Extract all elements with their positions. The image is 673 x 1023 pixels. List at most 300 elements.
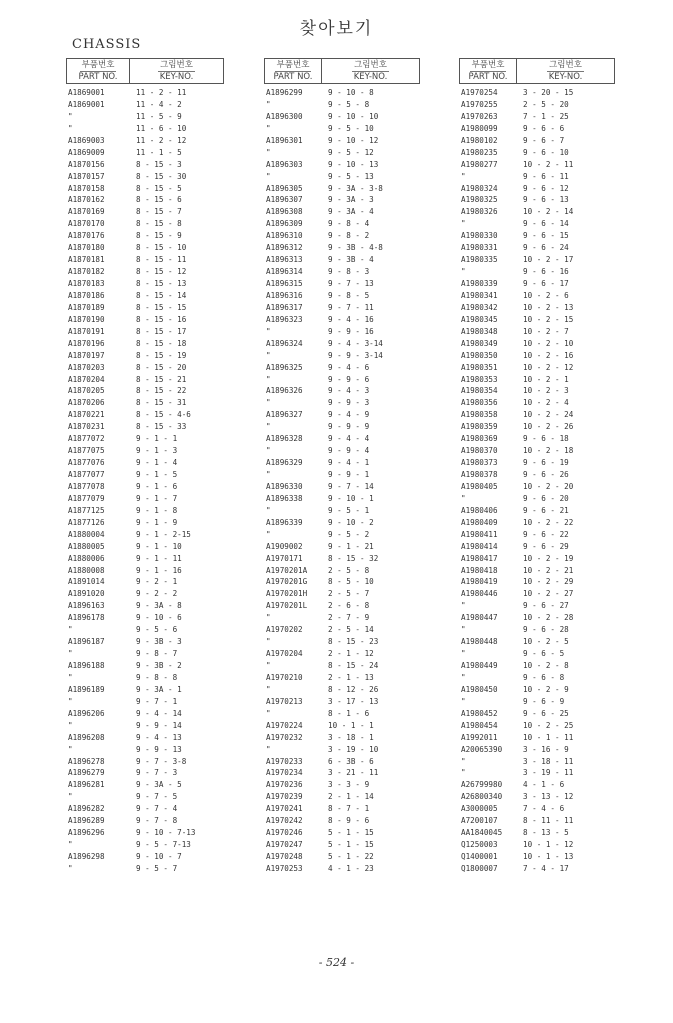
key-number: 9 - 5 - 12 bbox=[328, 147, 374, 157]
part-number: A1980417 bbox=[461, 553, 498, 563]
part-number: A1896308 bbox=[266, 207, 303, 217]
key-number: 8 - 15 - 16 bbox=[136, 314, 187, 324]
part-number: A1980358 bbox=[461, 410, 498, 420]
key-number: 2 - 5 - 7 bbox=[328, 589, 370, 599]
key-number: 10 - 2 - 18 bbox=[523, 446, 574, 456]
part-number: " bbox=[266, 123, 271, 133]
index-row bbox=[66, 302, 224, 314]
index-row bbox=[264, 421, 420, 433]
key-number: 9 - 1 - 6 bbox=[136, 481, 178, 491]
part-number: A1896328 bbox=[266, 434, 303, 444]
key-number: 8 - 15 - 23 bbox=[328, 637, 379, 647]
part-no-header-en: PART NO. bbox=[78, 71, 118, 82]
index-row bbox=[459, 99, 615, 111]
key-number: 8 - 12 - 26 bbox=[328, 684, 379, 694]
index-row bbox=[66, 278, 224, 290]
index-row bbox=[459, 183, 615, 195]
index-row bbox=[66, 648, 224, 660]
index-row bbox=[264, 374, 420, 386]
key-number: 8 - 15 - 9 bbox=[136, 231, 182, 241]
key-number: 9 - 6 - 24 bbox=[523, 243, 569, 253]
index-row bbox=[459, 684, 615, 696]
part-number: A1877078 bbox=[68, 481, 105, 491]
key-number: 9 - 3A - 5 bbox=[136, 780, 182, 790]
key-number: 10 - 2 - 21 bbox=[523, 565, 574, 575]
index-row bbox=[264, 469, 420, 481]
index-row bbox=[459, 493, 615, 505]
part-number: A1980341 bbox=[461, 290, 498, 300]
index-row bbox=[459, 481, 615, 493]
key-number: 9 - 10 - 6 bbox=[136, 613, 182, 623]
key-number: 9 - 4 - 3-14 bbox=[328, 338, 383, 348]
index-row bbox=[264, 350, 420, 362]
key-number: 9 - 6 - 25 bbox=[523, 708, 569, 718]
index-row bbox=[264, 99, 420, 111]
key-number: 9 - 7 - 3-8 bbox=[136, 756, 187, 766]
index-row bbox=[459, 194, 615, 206]
index-row bbox=[459, 839, 615, 851]
key-number: 9 - 1 - 21 bbox=[328, 541, 374, 551]
key-number: 8 - 15 - 4-6 bbox=[136, 410, 191, 420]
key-number: 9 - 6 - 26 bbox=[523, 470, 569, 479]
index-row bbox=[459, 767, 615, 779]
part-number: A1980342 bbox=[461, 302, 498, 312]
index-row bbox=[459, 779, 615, 791]
key-number: 9 - 7 - 3 bbox=[136, 768, 178, 778]
part-number: A1980349 bbox=[461, 338, 498, 348]
index-row bbox=[264, 851, 420, 863]
key-number: 9 - 8 - 2 bbox=[328, 231, 370, 241]
key-number: 5 - 1 - 15 bbox=[328, 828, 374, 838]
key-number: 3 - 17 - 13 bbox=[328, 696, 379, 706]
part-number: A1896316 bbox=[266, 290, 303, 300]
key-number: 10 - 2 - 5 bbox=[523, 637, 569, 647]
key-number: 9 - 6 - 29 bbox=[523, 541, 569, 551]
part-number: A7200107 bbox=[461, 816, 498, 826]
index-row bbox=[264, 397, 420, 409]
index-row bbox=[66, 362, 224, 374]
key-number: 9 - 3B - 2 bbox=[136, 661, 182, 670]
part-number: " bbox=[68, 744, 73, 754]
part-number: A1870221 bbox=[68, 410, 105, 420]
page-title: 찾아보기 bbox=[299, 19, 374, 39]
index-row bbox=[264, 744, 420, 756]
index-row bbox=[264, 624, 420, 636]
part-number: A1896282 bbox=[68, 804, 105, 814]
part-number: A1896189 bbox=[68, 684, 105, 694]
key-number: 9 - 3B - 4 bbox=[328, 255, 374, 265]
part-number: " bbox=[68, 720, 73, 730]
key-number: 8 - 15 - 33 bbox=[136, 422, 187, 432]
part-number: A1980353 bbox=[461, 374, 498, 384]
index-row bbox=[66, 206, 224, 218]
index-column-1 bbox=[66, 58, 224, 875]
index-row bbox=[459, 278, 615, 290]
key-number: 9 - 8 - 4 bbox=[328, 219, 370, 229]
part-number: A1970248 bbox=[266, 852, 303, 861]
key-number: 10 - 2 - 15 bbox=[523, 314, 574, 324]
part-number: A1877126 bbox=[68, 517, 105, 527]
part-number: A1980099 bbox=[461, 123, 498, 133]
index-row bbox=[459, 206, 615, 218]
key-number: 10 - 2 - 17 bbox=[523, 255, 574, 265]
key-number: 9 - 10 - 13 bbox=[328, 159, 379, 169]
part-number: A1869001 bbox=[68, 88, 105, 97]
key-number: 9 - 7 - 11 bbox=[328, 302, 374, 312]
part-number: A1980450 bbox=[461, 684, 498, 694]
part-number: A1980418 bbox=[461, 565, 498, 575]
key-number: 9 - 5 - 7 bbox=[136, 863, 178, 873]
index-row bbox=[264, 290, 420, 302]
key-number: 9 - 6 - 16 bbox=[523, 267, 569, 277]
part-number: A1869003 bbox=[68, 135, 105, 145]
key-number: 11 - 1 - 5 bbox=[136, 147, 182, 157]
index-row bbox=[459, 111, 615, 123]
index-row bbox=[264, 565, 420, 577]
part-number: Q1250003 bbox=[461, 840, 498, 850]
index-row bbox=[459, 505, 615, 517]
part-number: " bbox=[68, 649, 73, 659]
part-number: " bbox=[461, 267, 466, 277]
index-row bbox=[459, 612, 615, 624]
key-number: 8 - 15 - 24 bbox=[328, 661, 379, 670]
part-number: A1970202 bbox=[266, 625, 303, 635]
part-number: A1970233 bbox=[266, 756, 303, 766]
index-row bbox=[66, 553, 224, 565]
index-row bbox=[264, 803, 420, 815]
key-number: 9 - 4 - 13 bbox=[136, 732, 182, 742]
index-row bbox=[264, 433, 420, 445]
key-number: 10 - 2 - 26 bbox=[523, 422, 574, 432]
part-number: A1891014 bbox=[68, 577, 105, 587]
part-number: A1970201A bbox=[266, 565, 308, 575]
index-row bbox=[66, 111, 224, 123]
key-number: 9 - 7 - 13 bbox=[328, 279, 374, 288]
part-number: A1980378 bbox=[461, 470, 498, 479]
key-number: 9 - 6 - 21 bbox=[523, 505, 569, 515]
key-number: 7 - 4 - 6 bbox=[523, 804, 565, 814]
part-number: Q1400001 bbox=[461, 852, 498, 861]
part-number: A1869001 bbox=[68, 99, 105, 109]
key-number: 9 - 5 - 6 bbox=[136, 625, 178, 635]
part-number: A1980370 bbox=[461, 446, 498, 456]
key-number: 8 - 15 - 19 bbox=[136, 350, 187, 360]
key-number: 9 - 6 - 11 bbox=[523, 171, 569, 181]
index-row bbox=[459, 421, 615, 433]
key-number: 9 - 4 - 3 bbox=[328, 386, 370, 396]
index-row bbox=[66, 505, 224, 517]
part-number: A1896208 bbox=[68, 732, 105, 742]
key-number: 9 - 1 - 7 bbox=[136, 493, 178, 503]
key-number: 9 - 6 - 13 bbox=[523, 195, 569, 205]
index-row bbox=[66, 732, 224, 744]
index-row bbox=[66, 266, 224, 278]
part-number: A1896301 bbox=[266, 135, 303, 145]
key-number: 2 - 6 - 8 bbox=[328, 601, 370, 611]
key-no-header-en: KEY-NO. bbox=[548, 71, 583, 82]
key-number: 9 - 1 - 10 bbox=[136, 541, 182, 551]
index-row bbox=[459, 636, 615, 648]
index-row bbox=[459, 815, 615, 827]
part-number: A1896307 bbox=[266, 195, 303, 205]
key-number: 9 - 10 - 8 bbox=[328, 88, 374, 97]
index-row bbox=[66, 839, 224, 851]
index-row bbox=[459, 576, 615, 588]
key-number: 8 - 15 - 15 bbox=[136, 302, 187, 312]
part-number: " bbox=[461, 601, 466, 611]
key-number: 8 - 15 - 14 bbox=[136, 290, 187, 300]
part-number: A1896298 bbox=[68, 852, 105, 861]
index-row bbox=[264, 87, 420, 99]
key-number: 9 - 7 - 14 bbox=[328, 481, 374, 491]
part-number: A1870197 bbox=[68, 350, 105, 360]
part-number: A1891020 bbox=[68, 589, 105, 599]
part-number: A1870180 bbox=[68, 243, 105, 253]
part-number: A1970204 bbox=[266, 649, 303, 659]
index-row bbox=[264, 254, 420, 266]
index-row bbox=[66, 851, 224, 863]
part-number: A1980449 bbox=[461, 661, 498, 670]
key-number: 9 - 1 - 9 bbox=[136, 517, 178, 527]
part-number: " bbox=[266, 350, 271, 360]
key-number: 10 - 2 - 13 bbox=[523, 302, 574, 312]
part-number: A1980411 bbox=[461, 529, 498, 539]
key-number: 9 - 3A - 3-8 bbox=[328, 183, 383, 193]
index-row bbox=[66, 123, 224, 135]
index-row bbox=[459, 851, 615, 863]
key-number: 10 - 2 - 28 bbox=[523, 613, 574, 623]
key-number: 3 - 3 - 9 bbox=[328, 780, 370, 790]
part-number: " bbox=[266, 171, 271, 181]
index-row bbox=[264, 278, 420, 290]
index-row bbox=[264, 135, 420, 147]
part-number: " bbox=[266, 744, 271, 754]
part-number: A1980447 bbox=[461, 613, 498, 623]
index-row bbox=[264, 194, 420, 206]
index-row bbox=[264, 517, 420, 529]
part-number: A1870162 bbox=[68, 195, 105, 205]
part-number: " bbox=[266, 637, 271, 647]
key-number: 9 - 6 - 5 bbox=[523, 649, 565, 659]
part-number: A1970255 bbox=[461, 99, 498, 109]
index-row bbox=[66, 409, 224, 421]
index-row bbox=[66, 374, 224, 386]
key-number: 7 - 4 - 17 bbox=[523, 863, 569, 873]
part-number: " bbox=[68, 863, 73, 873]
key-number: 8 - 15 - 20 bbox=[136, 362, 187, 372]
part-number: A1896206 bbox=[68, 708, 105, 718]
index-row bbox=[459, 314, 615, 326]
key-number: 10 - 2 - 16 bbox=[523, 350, 574, 360]
part-number: A1896279 bbox=[68, 768, 105, 778]
index-row bbox=[66, 565, 224, 577]
part-no-header-kr: 부품번호 bbox=[81, 59, 115, 70]
key-number: 9 - 4 - 6 bbox=[328, 362, 370, 372]
key-number: 9 - 6 - 7 bbox=[523, 135, 565, 145]
part-number: A1870158 bbox=[68, 183, 105, 193]
index-row bbox=[66, 803, 224, 815]
key-number: 8 - 15 - 21 bbox=[136, 374, 187, 384]
part-number: A1980406 bbox=[461, 505, 498, 515]
key-number: 9 - 6 - 22 bbox=[523, 529, 569, 539]
part-no-header-kr: 부품번호 bbox=[276, 59, 310, 70]
key-number: 9 - 9 - 9 bbox=[328, 422, 370, 432]
key-number: 9 - 7 - 1 bbox=[136, 696, 178, 706]
part-number: A1970201L bbox=[266, 601, 308, 611]
part-number: A1896323 bbox=[266, 314, 303, 324]
index-row bbox=[459, 863, 615, 875]
part-number: A1896187 bbox=[68, 637, 105, 647]
key-number: 9 - 4 - 16 bbox=[328, 314, 374, 324]
key-number: 8 - 15 - 12 bbox=[136, 267, 187, 277]
index-row bbox=[66, 517, 224, 529]
index-row bbox=[264, 266, 420, 278]
key-number: 2 - 1 - 13 bbox=[328, 672, 374, 682]
part-number: A1896317 bbox=[266, 302, 303, 312]
part-number: " bbox=[68, 672, 73, 682]
index-row bbox=[459, 87, 615, 99]
index-row bbox=[264, 708, 420, 720]
key-number: 3 - 19 - 11 bbox=[523, 768, 574, 778]
key-number: 9 - 6 - 18 bbox=[523, 434, 569, 444]
part-number: " bbox=[266, 398, 271, 408]
part-number: A1870182 bbox=[68, 267, 105, 277]
key-number: 9 - 8 - 5 bbox=[328, 290, 370, 300]
key-number: 10 - 2 - 24 bbox=[523, 410, 574, 420]
key-number: 9 - 9 - 4 bbox=[328, 446, 370, 456]
index-row bbox=[264, 815, 420, 827]
key-number: 3 - 13 - 12 bbox=[523, 792, 574, 802]
part-number: A1970171 bbox=[266, 553, 303, 563]
part-number: A1980359 bbox=[461, 422, 498, 432]
key-number: 8 - 15 - 5 bbox=[136, 183, 182, 193]
key-no-header-kr: 그림번호 bbox=[549, 59, 582, 70]
key-number: 9 - 1 - 2-15 bbox=[136, 529, 191, 539]
key-number: 9 - 8 - 7 bbox=[136, 649, 178, 659]
index-row bbox=[66, 720, 224, 732]
part-number: A1980356 bbox=[461, 398, 498, 408]
index-row bbox=[264, 481, 420, 493]
part-number: A1980330 bbox=[461, 231, 498, 241]
key-number: 9 - 9 - 3 bbox=[328, 398, 370, 408]
key-number: 9 - 9 - 13 bbox=[136, 744, 182, 754]
key-number: 6 - 3B - 6 bbox=[328, 756, 374, 766]
index-row bbox=[459, 827, 615, 839]
part-number: A1870189 bbox=[68, 302, 105, 312]
part-number: " bbox=[266, 613, 271, 623]
index-row bbox=[66, 612, 224, 624]
index-row bbox=[264, 672, 420, 684]
index-row bbox=[264, 338, 420, 350]
part-number: " bbox=[266, 708, 271, 718]
index-row bbox=[264, 362, 420, 374]
part-number: A1970234 bbox=[266, 768, 303, 778]
part-number: A1877072 bbox=[68, 434, 105, 444]
part-number: A1970224 bbox=[266, 720, 303, 730]
part-no-header-en: PART NO. bbox=[273, 71, 313, 82]
index-row bbox=[264, 171, 420, 183]
index-row bbox=[66, 421, 224, 433]
index-row bbox=[66, 326, 224, 338]
part-number: A1870186 bbox=[68, 290, 105, 300]
key-number: 8 - 1 - 6 bbox=[328, 708, 370, 718]
part-number: " bbox=[266, 684, 271, 694]
index-row bbox=[66, 624, 224, 636]
key-number: 9 - 8 - 8 bbox=[136, 672, 178, 682]
index-row bbox=[66, 397, 224, 409]
key-number: 9 - 9 - 16 bbox=[328, 326, 374, 336]
index-row bbox=[264, 505, 420, 517]
key-number: 4 - 1 - 6 bbox=[523, 780, 565, 790]
key-number: 11 - 2 - 11 bbox=[136, 88, 187, 97]
part-number: A1870183 bbox=[68, 279, 105, 288]
index-row bbox=[66, 660, 224, 672]
key-no-header-kr: 그림번호 bbox=[354, 59, 387, 70]
key-number: 10 - 2 - 22 bbox=[523, 517, 574, 527]
part-number: A1980235 bbox=[461, 147, 498, 157]
key-number: 9 - 6 - 14 bbox=[523, 219, 569, 229]
section-title: CHASSIS bbox=[72, 37, 142, 52]
index-row bbox=[459, 290, 615, 302]
key-number: 5 - 1 - 22 bbox=[328, 852, 374, 861]
index-row bbox=[264, 457, 420, 469]
key-number: 7 - 1 - 25 bbox=[523, 111, 569, 121]
part-number: A1970239 bbox=[266, 792, 303, 802]
key-number: 9 - 3A - 3 bbox=[328, 195, 374, 205]
part-number: A3000005 bbox=[461, 804, 498, 814]
key-number: 2 - 7 - 9 bbox=[328, 613, 370, 623]
key-number: 11 - 6 - 10 bbox=[136, 123, 187, 133]
part-number: A1870157 bbox=[68, 171, 105, 181]
index-row bbox=[66, 183, 224, 195]
part-number: A1869009 bbox=[68, 147, 105, 157]
index-row bbox=[459, 648, 615, 660]
key-number: 11 - 2 - 12 bbox=[136, 135, 187, 145]
key-number: 9 - 1 - 11 bbox=[136, 553, 182, 563]
index-row bbox=[264, 159, 420, 171]
key-number: 9 - 1 - 3 bbox=[136, 446, 178, 456]
key-number: 9 - 10 - 1 bbox=[328, 493, 374, 503]
column-header bbox=[66, 58, 224, 84]
key-number: 9 - 3B - 3 bbox=[136, 637, 182, 647]
part-number: A1870203 bbox=[68, 362, 105, 372]
part-number: A1880005 bbox=[68, 541, 105, 551]
key-number: 10 - 2 - 14 bbox=[523, 207, 574, 217]
key-number: 3 - 18 - 1 bbox=[328, 732, 374, 742]
part-number: A1980326 bbox=[461, 207, 498, 217]
key-number: 9 - 3A - 8 bbox=[136, 601, 182, 611]
key-number: 10 - 2 - 7 bbox=[523, 326, 569, 336]
part-number: A1896188 bbox=[68, 661, 105, 670]
part-number: A1870190 bbox=[68, 314, 105, 324]
key-number: 8 - 5 - 10 bbox=[328, 577, 374, 587]
key-number: 9 - 9 - 6 bbox=[328, 374, 370, 384]
index-row bbox=[459, 803, 615, 815]
key-number: 11 - 4 - 2 bbox=[136, 99, 182, 109]
index-row bbox=[459, 374, 615, 386]
index-row bbox=[66, 863, 224, 875]
index-row bbox=[459, 457, 615, 469]
index-row bbox=[66, 242, 224, 254]
index-row bbox=[66, 481, 224, 493]
key-number: 9 - 6 - 19 bbox=[523, 458, 569, 468]
key-number: 3 - 16 - 9 bbox=[523, 744, 569, 754]
part-number: A1877079 bbox=[68, 493, 105, 503]
key-number: 10 - 2 - 4 bbox=[523, 398, 569, 408]
part-number: A1896312 bbox=[266, 243, 303, 253]
key-number: 8 - 15 - 13 bbox=[136, 279, 187, 288]
part-number: " bbox=[68, 111, 73, 121]
